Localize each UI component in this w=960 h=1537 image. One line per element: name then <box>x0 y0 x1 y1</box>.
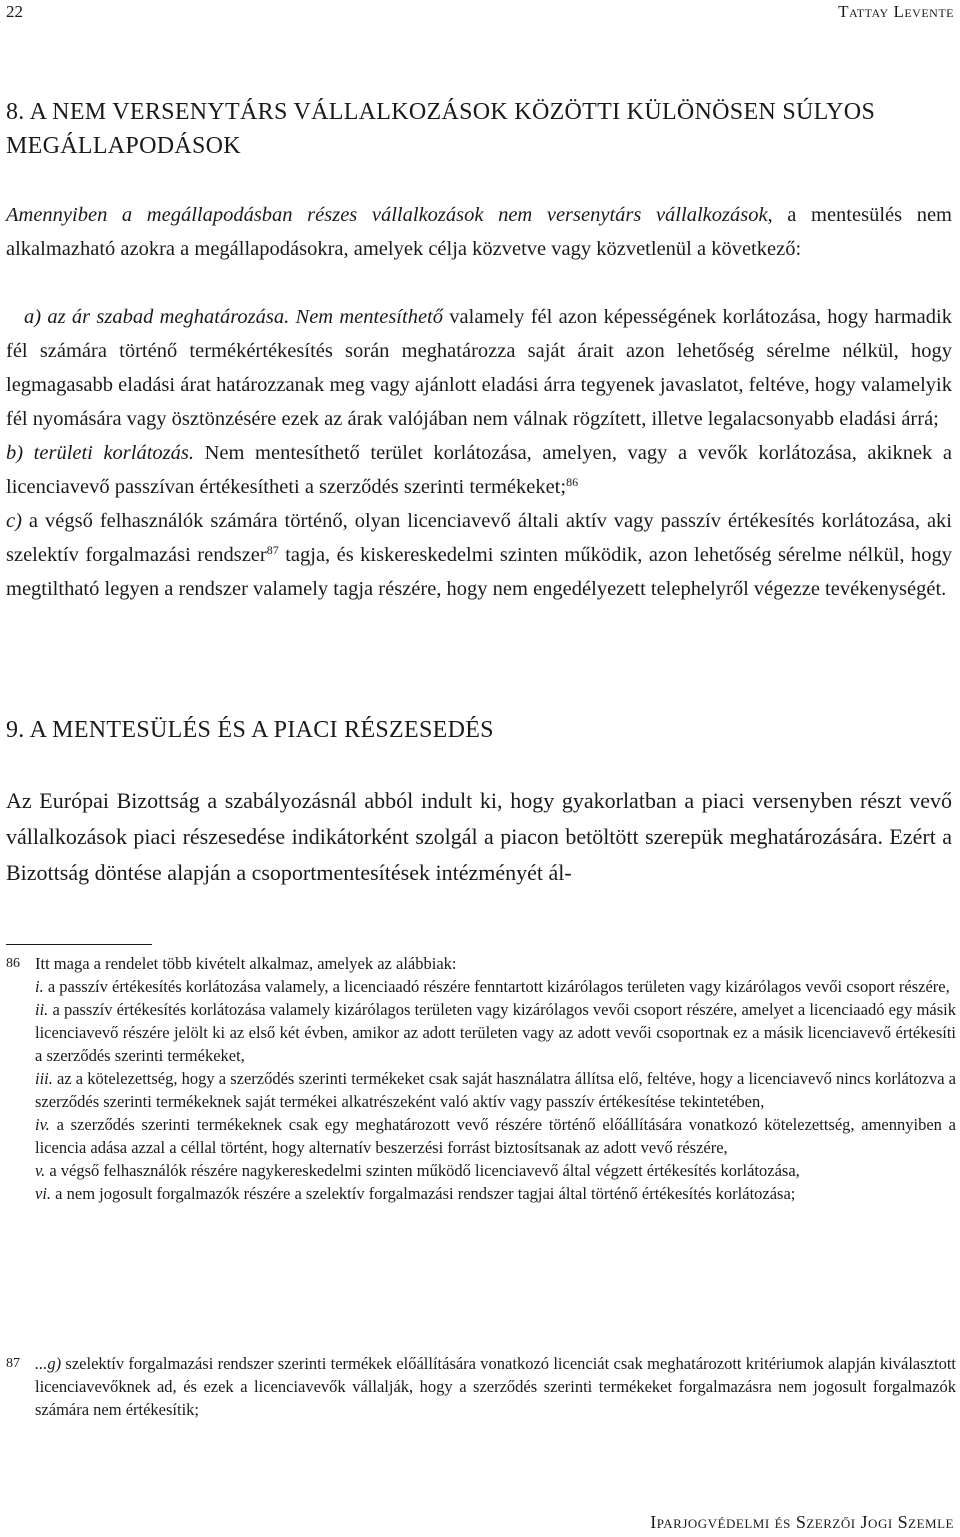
item-numeral: iii. <box>35 1069 53 1088</box>
item-a-italic: Nem mentesíthető <box>289 306 443 328</box>
item-text: a végső felhasználók részére nagykereskedelmi szinten működő licenciavevő által végzett értékesítés korlátozása, <box>45 1161 800 1180</box>
footnote-ref-87[interactable]: 87 <box>266 543 279 557</box>
item-c-text-2: tagja, és kiskereskedelmi szinten működik, azon lehetőség sérelme nélkül, hogy megtiltható legyen a rendszer valamely tagja részére, hogy nem engedélyezett telephelyről végezze tevékenységét. <box>6 544 952 600</box>
running-header <box>6 2 954 26</box>
item-text: a szerződés szerinti termékeknek csak egy meghatározott vevő részére történő előállítására vonatkozó kötelezettség, amennyiben a licencia adása azzal a céllal történt, hogy alternatív beszerzési forrást biztosítsanak az adott vevő részére, <box>35 1115 956 1157</box>
item-text: a passzív értékesítés korlátozása valamely, a licenciaadó részére fenntartott kizárólagos területen vagy kizárólagos vevői csoport részére, <box>43 977 950 996</box>
footnote-86-item-v <box>35 1159 956 1182</box>
footnote-separator <box>6 944 152 945</box>
list-item-b <box>6 436 952 504</box>
footnote-87 <box>6 1352 956 1421</box>
item-numeral: ii. <box>35 1000 49 1019</box>
footnote-86-item-vi <box>35 1182 956 1205</box>
section-9-heading: 9. A MENTESÜLÉS ÉS A PIACI RÉSZESEDÉS <box>6 717 494 743</box>
footnote-87-text <box>35 1352 956 1421</box>
item-text: a passzív értékesítés korlátozása valamely kizárólagos területen vagy kizárólagos vevői csoport részére, amelyet a licenciaadó egy másik licenciavevő részére jelölt ki az első két évben, amikor az adott területen vagy az adott vevői csoportnak ez a másik licenciavevő értékesíti a szerződés szerinti termékeket, <box>35 1000 956 1065</box>
footnote-ref-86[interactable]: 86 <box>566 475 579 489</box>
footnote-87-label: ...g) <box>35 1354 62 1373</box>
item-numeral: iv. <box>35 1115 50 1134</box>
item-numeral: vi. <box>35 1184 52 1203</box>
item-b-text: Nem mentesíthető terület korlátozása, amelyen, vagy a vevők korlátozása, akiknek a licenciavevő passzívan értékesítheti a szerződés szerinti termékeket; <box>6 442 952 498</box>
running-header-author: Tattay Levente <box>838 2 954 21</box>
page-number: 22 <box>6 2 23 21</box>
footnote-87-body: szelektív forgalmazási rendszer szerinti termékek előállítására vonatkozó licenciát csak meghatározott kritériumok alapján kiválasztott licenciavevőknek ad, és ezek a licenciavevők vállalják, hogy a szerződés szerinti termékeket forgalmazásra nem jogosult forgalmazók számára nem értékesítik; <box>35 1354 956 1419</box>
item-b-label: b) területi korlátozás. <box>6 442 195 464</box>
item-c-text-1: a végső felhasználók számára történő, olyan licenciavevő általi aktív vagy passzív értékesítés korlátozása, aki szelektív forgalmazási rendszer <box>6 510 952 566</box>
section-9-body <box>6 783 952 891</box>
footnote-86-lead: Itt maga a rendelet több kivételt alkalmaz, amelyek az alábbiak: <box>35 954 457 973</box>
footnote-86 <box>6 952 956 1205</box>
item-numeral: i. <box>35 977 44 996</box>
item-a-label: a) az ár szabad meghatározása. <box>24 306 290 328</box>
footnote-87-mark: 87 <box>6 1356 20 1371</box>
list-item-c <box>6 504 952 606</box>
footnote-86-item-iii <box>35 1067 956 1113</box>
item-text: a nem jogosult forgalmazók részére a szelektív forgalmazási rendszer tagjai által történő értékesítés korlátozása; <box>51 1184 796 1203</box>
running-footer-journal: Iparjogvédelmi és Szerzői Jogi Szemle <box>650 1512 954 1532</box>
list-item-a <box>6 300 952 436</box>
footnote-86-mark: 86 <box>6 956 20 971</box>
footnote-86-text <box>35 952 956 1205</box>
item-a-text: valamely fél azon képességének korlátozása, hogy harmadik fél számára történő termékértékesítés során meghatározza saját árait azon lehetőség sérelme nélkül, hogy legmagasabb eladási árat határozzanak meg vagy ajánlott eladási árra tegyenek javaslatot, feltéve, hogy valamelyik fél nyomására vagy ösztönzésére ezek az árak valójában nem válnak rögzített, illetve legalacsonyabb eladási árrá; <box>6 306 952 430</box>
item-numeral: v. <box>35 1161 46 1180</box>
footnote-86-item-iv <box>35 1113 956 1159</box>
intro-text: a mentesülés nem alkalmazható azokra a megállapodásokra, amelyek célja közvetve vagy közvetlenül a következő: <box>6 204 952 260</box>
section-8-heading: 8. A NEM VERSENYTÁRS VÁLLALKOZÁSOK KÖZÖTTI KÜLÖNÖSEN SÚLYOS MEGÁLLAPODÁSOK <box>6 99 876 159</box>
intro-italic: Amennyiben a megállapodásban részes vállalkozások nem versenytárs vállalkozások, <box>6 204 773 226</box>
section-8-intro <box>6 198 952 266</box>
section-8-items <box>6 300 952 606</box>
section-9-paragraph: Az Európai Bizottság a szabályozásnál abból indult ki, hogy gyakorlatban a piaci versenyben részt vevő vállalkozások piaci részesedése indikátorként szolgál a piacon betöltött szerepük meghatározására. Ezért a Bizottság döntése alapján a csoportmentesítések intézményét ál- <box>6 788 952 885</box>
footnote-86-item-i <box>35 975 956 998</box>
item-text: az a kötelezettség, hogy a szerződés szerinti termékeket csak saját használatra állítsa elő, feltéve, hogy a licenciavevő nincs korlátozva a szerződés szerinti termékeknek saját termékei alkatrészeként való aktív vagy passzív értékesítése tekintetében, <box>35 1069 956 1111</box>
footnote-86-item-ii <box>35 998 956 1067</box>
item-c-label: c) <box>6 510 22 532</box>
